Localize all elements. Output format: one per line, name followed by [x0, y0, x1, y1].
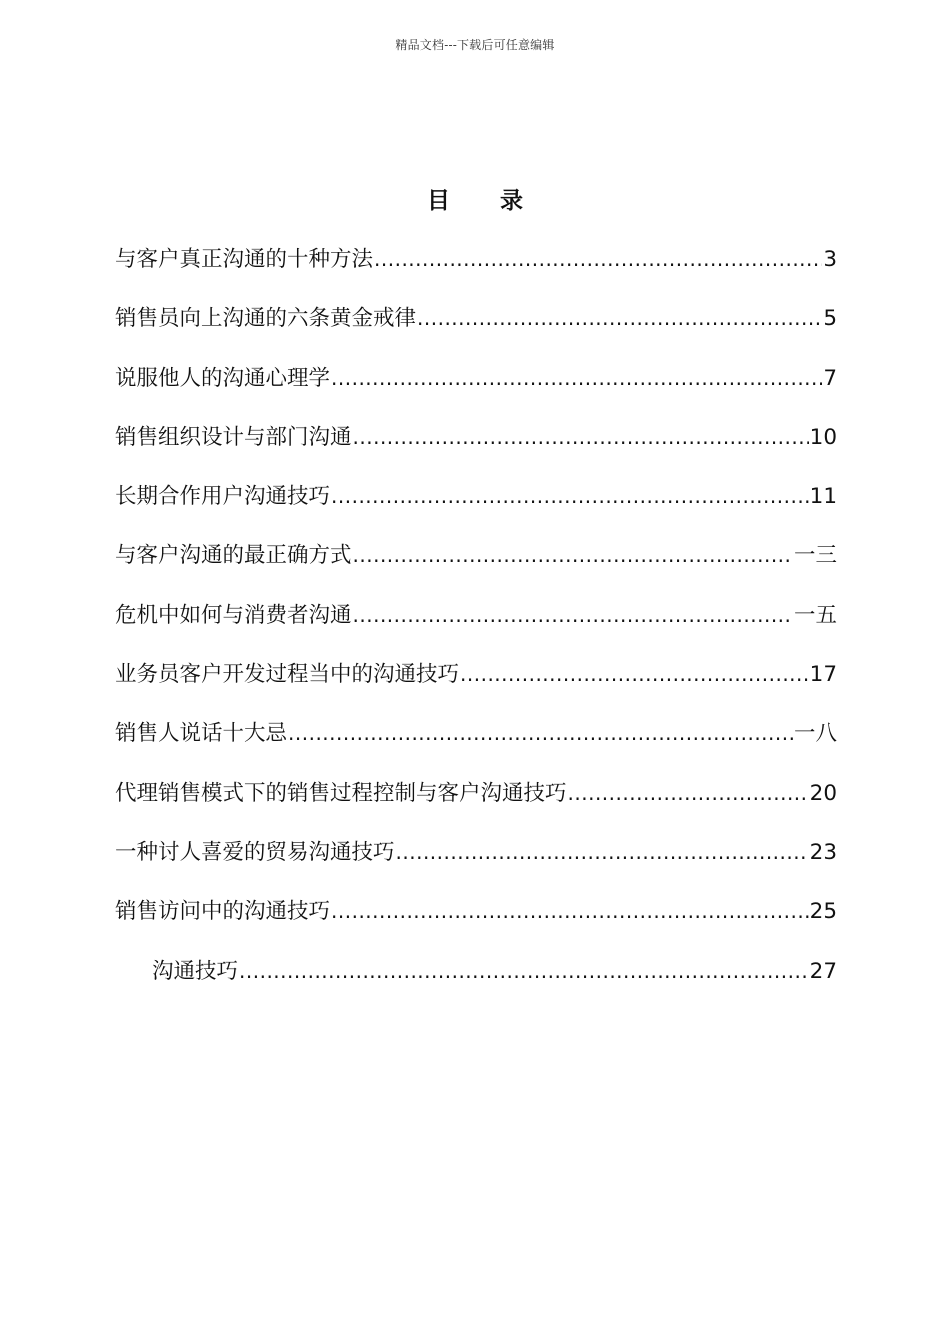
toc-entry-title: 说服他人的沟通心理学: [115, 365, 331, 391]
toc-entry-page-number: 23: [809, 839, 837, 865]
toc-dot-leader: [239, 951, 809, 991]
toc-dot-leader: [353, 535, 793, 575]
toc-entry[interactable]: [115, 358, 837, 417]
toc-dot-leader: [460, 654, 809, 694]
toc-entry[interactable]: [115, 595, 837, 654]
toc-entry-title: 一种讨人喜爱的贸易沟通技巧: [115, 839, 395, 865]
toc-entry-page-number: 一八: [793, 721, 837, 747]
toc-dot-leader: [396, 832, 809, 872]
toc-dot-leader: [331, 891, 809, 931]
toc-entry[interactable]: [115, 535, 837, 594]
toc-entry-page-number: 20: [809, 780, 837, 806]
toc-entry-page-number: 3: [823, 247, 837, 272]
toc-entry-title: 业务员客户开发过程当中的沟通技巧: [115, 662, 460, 688]
toc-entry-page-number: 一三: [793, 543, 837, 569]
toc-entry[interactable]: [115, 239, 837, 298]
toc-entry-title: 销售员向上沟通的六条黄金戒律: [115, 306, 417, 332]
toc-entry-title: 危机中如何与消费者沟通: [115, 602, 352, 628]
toc-entry[interactable]: [115, 891, 837, 950]
toc-dot-leader: [353, 595, 793, 635]
table-of-contents: [115, 239, 837, 1010]
toc-entry-page-number: 11: [809, 484, 837, 510]
toc-entry-page-number: 25: [809, 899, 837, 925]
toc-entry-page-number: 10: [809, 424, 837, 450]
toc-entry-title: 与客户沟通的最正确方式: [115, 543, 352, 569]
toc-entry[interactable]: [115, 951, 837, 1010]
toc-entry[interactable]: [115, 654, 837, 713]
toc-entry-page-number: 一五: [793, 602, 837, 628]
toc-entry-title: 销售人说话十大忌: [115, 721, 288, 747]
toc-title: 目录: [427, 188, 573, 214]
toc-dot-leader: [417, 298, 822, 338]
toc-entry[interactable]: [115, 476, 837, 535]
toc-entry[interactable]: [115, 773, 837, 832]
toc-entry-title: 与客户真正沟通的十种方法: [115, 247, 374, 272]
toc-entry[interactable]: [115, 417, 837, 476]
toc-entry-title: 长期合作用户沟通技巧: [115, 484, 331, 510]
toc-dot-leader: [331, 358, 822, 398]
toc-entry-title: 销售组织设计与部门沟通: [115, 424, 352, 450]
toc-entry-page-number: 7: [823, 365, 837, 391]
toc-dot-leader: [288, 713, 793, 753]
toc-dot-leader: [568, 773, 809, 813]
toc-entry-title: 销售访问中的沟通技巧: [115, 899, 331, 925]
toc-entry[interactable]: [115, 713, 837, 772]
toc-dot-leader: [374, 239, 822, 279]
page-header: 精品文档---下载后可任意编辑: [395, 38, 555, 52]
toc-entry-title: 沟通技巧: [152, 958, 239, 984]
toc-entry-page-number: 17: [809, 662, 837, 688]
toc-entry[interactable]: [115, 832, 837, 891]
toc-entry-page-number: 5: [823, 306, 837, 332]
toc-entry-page-number: 27: [809, 958, 837, 984]
toc-entry-title: 代理销售模式下的销售过程控制与客户沟通技巧: [115, 780, 567, 806]
toc-entry[interactable]: [115, 298, 837, 357]
toc-dot-leader: [331, 476, 809, 516]
toc-dot-leader: [353, 417, 809, 457]
